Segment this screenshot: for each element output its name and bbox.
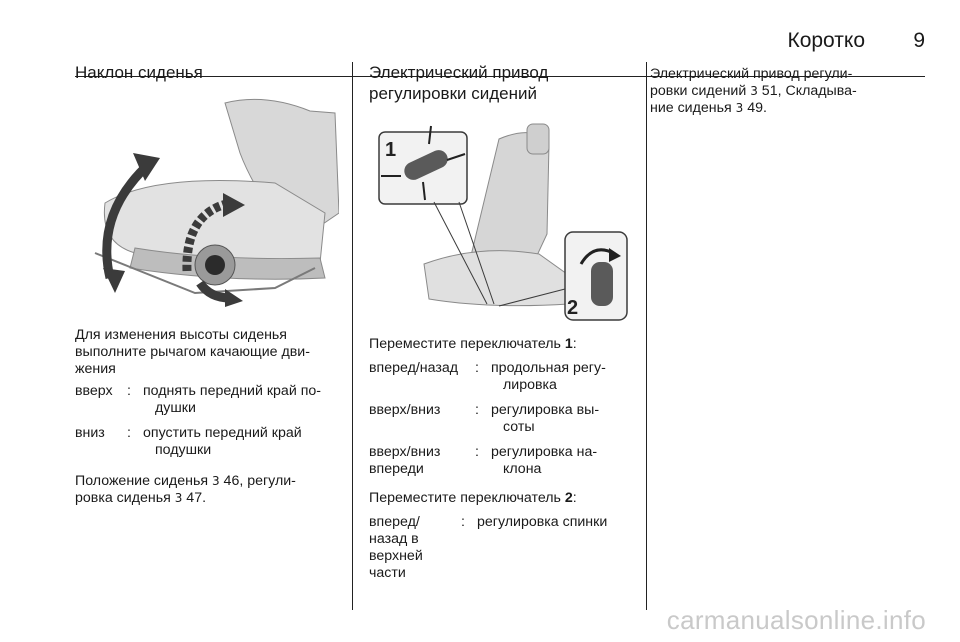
column-cross-refs bbox=[650, 62, 925, 117]
watermark: carmanualsonline.info bbox=[666, 605, 926, 635]
def-desc-fore-aft: продольная регу- лировка bbox=[491, 360, 606, 393]
section-title: Коротко bbox=[787, 29, 865, 52]
page-ref-icon: 3 bbox=[735, 101, 744, 115]
heading-power-seat: Электрический привод регулировки сидений bbox=[369, 63, 549, 103]
def-term-up-down: вверх/вниз bbox=[369, 402, 441, 418]
para-switch-2: Переместите переключатель 2: bbox=[369, 490, 577, 506]
label-2: 2 bbox=[567, 297, 579, 319]
label-1: 1 bbox=[385, 139, 397, 161]
para-cross-ref: Электрический привод регули- ровки сидений 3 51, Складыва- ние сиденья 3 49. bbox=[650, 66, 857, 116]
def-sep: : bbox=[127, 425, 131, 441]
def-term-up: вверх bbox=[75, 383, 113, 399]
page-ref-icon: 3 bbox=[211, 474, 220, 488]
column-divider-1 bbox=[352, 62, 353, 610]
power-seat-illustration bbox=[369, 114, 631, 324]
def-term-up-down-front: вверх/вниз впереди bbox=[369, 444, 441, 477]
page-header bbox=[75, 27, 925, 55]
column-seat-tilt bbox=[75, 62, 343, 507]
def-term-fore-aft: вперед/назад bbox=[369, 360, 459, 376]
def-term-backrest: вперед/ назад в верхней части bbox=[369, 514, 423, 581]
para-switch-1: Переместите переключатель 1: bbox=[369, 336, 577, 352]
para-height-adjust: Для изменения высоты сиденья выполните рычагом качающие дви- жения bbox=[75, 327, 310, 377]
tilt-definitions bbox=[75, 383, 343, 467]
column-power-seat bbox=[369, 62, 635, 582]
column-divider-2 bbox=[646, 62, 647, 610]
def-desc-down: опустить передний край подушки bbox=[143, 425, 302, 458]
para-seat-position-ref: Положение сиденья 3 46, регули- ровка сиденья 3 47. bbox=[75, 473, 296, 506]
def-sep: : bbox=[127, 383, 131, 399]
page-ref-icon: 3 bbox=[750, 84, 758, 98]
page-number: 9 bbox=[913, 29, 925, 52]
heading-seat-tilt: Наклон сиденья bbox=[75, 63, 203, 82]
def-term-down: вниз bbox=[75, 425, 105, 441]
switch2-definitions: вперед/ назад в верхней части : регулировка спинки bbox=[369, 514, 635, 582]
def-desc-height: регулировка вы- соты bbox=[491, 402, 600, 435]
def-desc-tilt: регулировка на- клона bbox=[491, 444, 598, 477]
def-desc-up: поднять передний край по- душки bbox=[143, 383, 321, 416]
def-desc-backrest: регулировка спинки bbox=[477, 514, 608, 530]
switch1-definitions: вперед/назад : продольная регу- лировка вверх/вниз : регулировка вы- соты вверх/вниз впереди : регулировка на- клона bbox=[369, 360, 635, 486]
page-ref-icon: 3 bbox=[174, 491, 183, 505]
seat-tilt-illustration bbox=[75, 93, 339, 313]
